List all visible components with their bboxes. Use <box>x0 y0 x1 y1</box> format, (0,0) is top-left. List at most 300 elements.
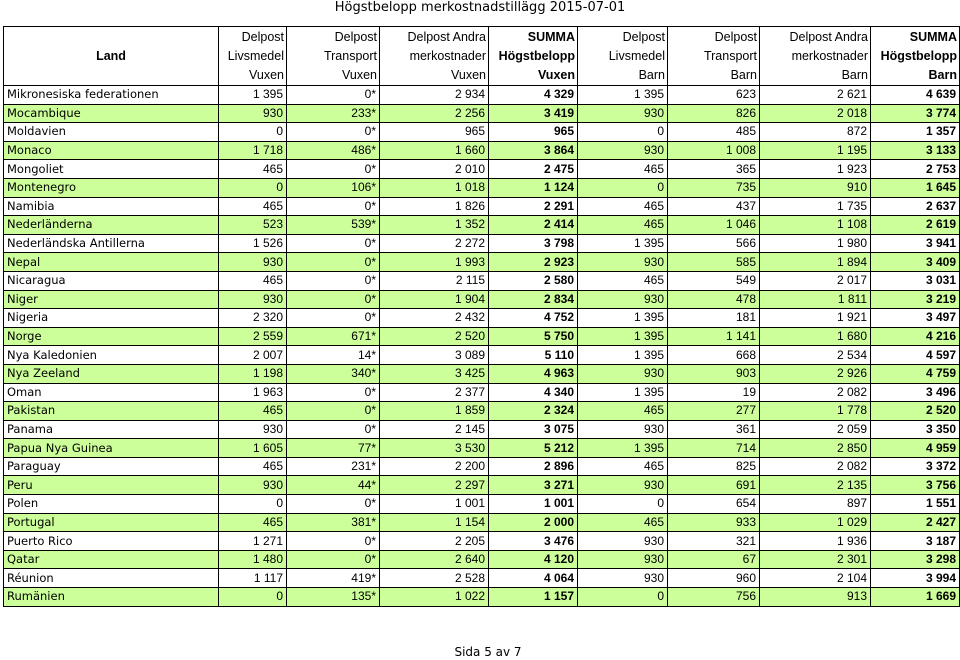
value-cell: 1 395 <box>578 327 668 346</box>
column-header <box>871 27 960 86</box>
sum-cell: 3 756 <box>871 476 960 495</box>
table-row <box>4 104 960 123</box>
value-cell: 465 <box>578 402 668 421</box>
value-cell: 668 <box>668 346 760 365</box>
value-cell: 340* <box>287 364 380 383</box>
value-cell: 930 <box>578 290 668 309</box>
value-cell: 465 <box>219 197 287 216</box>
sum-cell: 1 001 <box>489 495 578 514</box>
value-cell: 2 621 <box>760 86 871 105</box>
header-line: Vuxen <box>249 67 284 82</box>
value-cell: 465 <box>578 160 668 179</box>
value-cell: 903 <box>668 364 760 383</box>
value-cell: 2 104 <box>760 569 871 588</box>
value-cell: 1 141 <box>668 327 760 346</box>
value-cell: 1 001 <box>380 495 489 514</box>
table-body <box>4 86 960 607</box>
header-line: Vuxen <box>451 67 486 82</box>
table-row <box>4 457 960 476</box>
value-cell: 1 395 <box>578 309 668 328</box>
sum-cell: 3 994 <box>871 569 960 588</box>
value-cell: 0 <box>578 123 668 142</box>
value-cell: 0* <box>287 123 380 142</box>
country-cell: Niger <box>4 290 219 309</box>
table-row <box>4 253 960 272</box>
value-cell: 361 <box>668 420 760 439</box>
header-line: Barn <box>841 67 868 82</box>
value-cell: 1 660 <box>380 141 489 160</box>
sum-cell: 3 350 <box>871 420 960 439</box>
value-cell: 2 082 <box>760 383 871 402</box>
value-cell: 2 850 <box>760 439 871 458</box>
value-cell: 965 <box>380 123 489 142</box>
sum-cell: 2 896 <box>489 457 578 476</box>
value-cell: 0* <box>287 532 380 551</box>
sum-cell: 3 031 <box>871 271 960 290</box>
sum-cell: 4 216 <box>871 327 960 346</box>
sum-cell: 4 959 <box>871 439 960 458</box>
sum-cell: 3 271 <box>489 476 578 495</box>
value-cell: 930 <box>578 550 668 569</box>
value-cell: 1 526 <box>219 234 287 253</box>
sum-cell: 3 774 <box>871 104 960 123</box>
header-line: Livsmedel <box>227 48 284 63</box>
table-row <box>4 550 960 569</box>
value-cell: 77* <box>287 439 380 458</box>
value-cell: 465 <box>578 513 668 532</box>
value-cell: 2 205 <box>380 532 489 551</box>
country-cell: Peru <box>4 476 219 495</box>
country-cell: Mongoliet <box>4 160 219 179</box>
value-cell: 419* <box>287 569 380 588</box>
header-line: Land <box>96 48 126 63</box>
header-line: Transport <box>703 48 757 63</box>
sum-cell: 1 645 <box>871 178 960 197</box>
country-cell: Polen <box>4 495 219 514</box>
value-cell: 1 778 <box>760 402 871 421</box>
value-cell: 0 <box>219 495 287 514</box>
value-cell: 930 <box>578 569 668 588</box>
country-cell: Puerto Rico <box>4 532 219 551</box>
value-cell: 2 010 <box>380 160 489 179</box>
value-cell: 930 <box>219 476 287 495</box>
value-cell: 654 <box>668 495 760 514</box>
value-cell: 1 859 <box>380 402 489 421</box>
country-cell: Panama <box>4 420 219 439</box>
value-cell: 0 <box>219 588 287 607</box>
country-cell: Nicaragua <box>4 271 219 290</box>
sum-cell: 5 110 <box>489 346 578 365</box>
value-cell: 478 <box>668 290 760 309</box>
sum-cell: 3 133 <box>871 141 960 160</box>
sum-cell: 3 219 <box>871 290 960 309</box>
country-cell: Mikronesiska federationen <box>4 86 219 105</box>
sum-cell: 2 923 <box>489 253 578 272</box>
value-cell: 2 301 <box>760 550 871 569</box>
sum-cell: 2 580 <box>489 271 578 290</box>
value-cell: 2 320 <box>219 309 287 328</box>
value-cell: 2 520 <box>380 327 489 346</box>
value-cell: 2 272 <box>380 234 489 253</box>
value-cell: 523 <box>219 216 287 235</box>
value-cell: 2 017 <box>760 271 871 290</box>
value-cell: 0* <box>287 290 380 309</box>
header-line: Delpost <box>241 29 284 44</box>
country-cell: Papua Nya Guinea <box>4 439 219 458</box>
header-line: Livsmedel <box>608 48 665 63</box>
value-cell: 1 198 <box>219 364 287 383</box>
country-cell: Moldavien <box>4 123 219 142</box>
table-row <box>4 495 960 514</box>
value-cell: 1 154 <box>380 513 489 532</box>
value-cell: 930 <box>219 253 287 272</box>
value-cell: 0* <box>287 160 380 179</box>
value-cell: 2 297 <box>380 476 489 495</box>
value-cell: 465 <box>578 197 668 216</box>
table-row <box>4 141 960 160</box>
value-cell: 2 145 <box>380 420 489 439</box>
value-cell: 0* <box>287 234 380 253</box>
value-cell: 437 <box>668 197 760 216</box>
table-row <box>4 439 960 458</box>
value-cell: 1 195 <box>760 141 871 160</box>
value-cell: 825 <box>668 457 760 476</box>
sum-cell: 3 798 <box>489 234 578 253</box>
value-cell: 1 029 <box>760 513 871 532</box>
sum-cell: 4 759 <box>871 364 960 383</box>
table-row <box>4 234 960 253</box>
country-cell: Monaco <box>4 141 219 160</box>
value-cell: 465 <box>219 457 287 476</box>
value-cell: 1 921 <box>760 309 871 328</box>
country-cell: Portugal <box>4 513 219 532</box>
sum-cell: 1 124 <box>489 178 578 197</box>
header-line: Delpost <box>622 29 665 44</box>
page-number: Sida 5 av 7 <box>454 645 522 659</box>
sum-cell: 3 496 <box>871 383 960 402</box>
sum-cell: 3 372 <box>871 457 960 476</box>
country-cell: Norge <box>4 327 219 346</box>
value-cell: 277 <box>668 402 760 421</box>
header-line: Transport <box>323 48 377 63</box>
sum-cell: 1 551 <box>871 495 960 514</box>
value-cell: 1 894 <box>760 253 871 272</box>
header-line: Barn <box>928 67 957 82</box>
sum-cell: 3 476 <box>489 532 578 551</box>
value-cell: 465 <box>219 513 287 532</box>
sum-cell: 4 752 <box>489 309 578 328</box>
value-cell: 1 718 <box>219 141 287 160</box>
column-header <box>219 27 287 86</box>
sum-cell: 4 120 <box>489 550 578 569</box>
value-cell: 1 395 <box>578 86 668 105</box>
header-line: merkostnader <box>409 48 486 63</box>
table-row <box>4 271 960 290</box>
value-cell: 1 395 <box>219 86 287 105</box>
sum-cell: 4 329 <box>489 86 578 105</box>
value-cell: 691 <box>668 476 760 495</box>
table-row <box>4 364 960 383</box>
value-cell: 381* <box>287 513 380 532</box>
header-line: Barn <box>730 67 757 82</box>
table-row <box>4 309 960 328</box>
table-row <box>4 160 960 179</box>
header-row <box>4 27 960 86</box>
country-cell: Nederländska Antillerna <box>4 234 219 253</box>
table-row <box>4 123 960 142</box>
value-cell: 1 993 <box>380 253 489 272</box>
country-cell: Nepal <box>4 253 219 272</box>
value-cell: 1 046 <box>668 216 760 235</box>
value-cell: 1 022 <box>380 588 489 607</box>
table-row <box>4 402 960 421</box>
header-line: SUMMA <box>909 29 957 44</box>
allowance-table <box>3 26 960 607</box>
sum-cell: 965 <box>489 123 578 142</box>
sum-cell: 3 941 <box>871 234 960 253</box>
country-cell: Namibia <box>4 197 219 216</box>
sum-cell: 1 669 <box>871 588 960 607</box>
column-header <box>578 27 668 86</box>
value-cell: 872 <box>760 123 871 142</box>
sum-cell: 2 619 <box>871 216 960 235</box>
sum-cell: 2 753 <box>871 160 960 179</box>
value-cell: 14* <box>287 346 380 365</box>
sum-cell: 3 298 <box>871 550 960 569</box>
country-cell: Mocambique <box>4 104 219 123</box>
table-row <box>4 588 960 607</box>
value-cell: 930 <box>578 253 668 272</box>
table-row <box>4 532 960 551</box>
value-cell: 1 963 <box>219 383 287 402</box>
value-cell: 0* <box>287 383 380 402</box>
value-cell: 1 117 <box>219 569 287 588</box>
value-cell: 1 352 <box>380 216 489 235</box>
value-cell: 930 <box>578 141 668 160</box>
value-cell: 930 <box>219 420 287 439</box>
table-row <box>4 86 960 105</box>
table-row <box>4 197 960 216</box>
header-line: Delpost <box>714 29 757 44</box>
value-cell: 623 <box>668 86 760 105</box>
value-cell: 465 <box>219 271 287 290</box>
value-cell: 539* <box>287 216 380 235</box>
value-cell: 930 <box>219 290 287 309</box>
value-cell: 1 395 <box>578 383 668 402</box>
value-cell: 2 059 <box>760 420 871 439</box>
value-cell: 321 <box>668 532 760 551</box>
sum-cell: 3 075 <box>489 420 578 439</box>
value-cell: 465 <box>578 271 668 290</box>
column-header-land <box>4 27 219 86</box>
value-cell: 486* <box>287 141 380 160</box>
value-cell: 0* <box>287 550 380 569</box>
value-cell: 2 559 <box>219 327 287 346</box>
table-row <box>4 569 960 588</box>
value-cell: 1 480 <box>219 550 287 569</box>
value-cell: 0* <box>287 402 380 421</box>
sum-cell: 3 409 <box>871 253 960 272</box>
value-cell: 2 115 <box>380 271 489 290</box>
header-line: Delpost Andra <box>407 29 486 44</box>
country-cell: Nigeria <box>4 309 219 328</box>
header-line: Delpost Andra <box>789 29 868 44</box>
value-cell: 2 018 <box>760 104 871 123</box>
value-cell: 135* <box>287 588 380 607</box>
value-cell: 930 <box>578 532 668 551</box>
value-cell: 3 089 <box>380 346 489 365</box>
value-cell: 2 200 <box>380 457 489 476</box>
value-cell: 106* <box>287 178 380 197</box>
value-cell: 2 135 <box>760 476 871 495</box>
value-cell: 233* <box>287 104 380 123</box>
sum-cell: 3 419 <box>489 104 578 123</box>
value-cell: 735 <box>668 178 760 197</box>
column-header <box>287 27 380 86</box>
sum-cell: 3 187 <box>871 532 960 551</box>
header-line: merkostnader <box>791 48 868 63</box>
value-cell: 0* <box>287 197 380 216</box>
value-cell: 1 018 <box>380 178 489 197</box>
country-cell: Rumänien <box>4 588 219 607</box>
sum-cell: 3 497 <box>871 309 960 328</box>
header-line: Högstbelopp <box>498 48 575 63</box>
value-cell: 2 432 <box>380 309 489 328</box>
table-row <box>4 420 960 439</box>
value-cell: 930 <box>219 104 287 123</box>
value-cell: 897 <box>760 495 871 514</box>
sum-cell: 2 000 <box>489 513 578 532</box>
value-cell: 930 <box>578 364 668 383</box>
table-row <box>4 178 960 197</box>
value-cell: 1 680 <box>760 327 871 346</box>
value-cell: 913 <box>760 588 871 607</box>
table-row <box>4 383 960 402</box>
value-cell: 365 <box>668 160 760 179</box>
value-cell: 1 395 <box>578 234 668 253</box>
value-cell: 756 <box>668 588 760 607</box>
value-cell: 0* <box>287 86 380 105</box>
sum-cell: 5 750 <box>489 327 578 346</box>
country-cell: Réunion <box>4 569 219 588</box>
value-cell: 1 936 <box>760 532 871 551</box>
column-header <box>489 27 578 86</box>
value-cell: 0* <box>287 495 380 514</box>
value-cell: 1 826 <box>380 197 489 216</box>
value-cell: 485 <box>668 123 760 142</box>
document-title: Högstbelopp merkostnadstillägg 2015-07-01 <box>334 0 626 15</box>
value-cell: 2 926 <box>760 364 871 383</box>
value-cell: 1 811 <box>760 290 871 309</box>
value-cell: 826 <box>668 104 760 123</box>
header-line: Delpost <box>334 29 377 44</box>
value-cell: 930 <box>578 420 668 439</box>
value-cell: 465 <box>578 216 668 235</box>
column-header <box>760 27 871 86</box>
sum-cell: 4 963 <box>489 364 578 383</box>
value-cell: 1 923 <box>760 160 871 179</box>
value-cell: 67 <box>668 550 760 569</box>
country-cell: Qatar <box>4 550 219 569</box>
country-cell: Oman <box>4 383 219 402</box>
header-line: Högstbelopp <box>880 48 957 63</box>
header-line: Barn <box>638 67 665 82</box>
header-line: SUMMA <box>527 29 575 44</box>
value-cell: 465 <box>578 457 668 476</box>
sum-cell: 2 427 <box>871 513 960 532</box>
country-cell: Nya Kaledonien <box>4 346 219 365</box>
table-row <box>4 476 960 495</box>
value-cell: 2 934 <box>380 86 489 105</box>
value-cell: 1 271 <box>219 532 287 551</box>
sum-cell: 2 834 <box>489 290 578 309</box>
value-cell: 0 <box>219 123 287 142</box>
value-cell: 2 007 <box>219 346 287 365</box>
value-cell: 1 008 <box>668 141 760 160</box>
value-cell: 714 <box>668 439 760 458</box>
sum-cell: 4 340 <box>489 383 578 402</box>
value-cell: 231* <box>287 457 380 476</box>
value-cell: 1 395 <box>578 439 668 458</box>
value-cell: 0 <box>578 178 668 197</box>
value-cell: 0 <box>578 588 668 607</box>
country-cell: Nya Zeeland <box>4 364 219 383</box>
value-cell: 1 605 <box>219 439 287 458</box>
value-cell: 2 528 <box>380 569 489 588</box>
value-cell: 2 534 <box>760 346 871 365</box>
country-cell: Montenegro <box>4 178 219 197</box>
value-cell: 0* <box>287 309 380 328</box>
value-cell: 1 904 <box>380 290 489 309</box>
table-row <box>4 346 960 365</box>
value-cell: 671* <box>287 327 380 346</box>
sum-cell: 1 357 <box>871 123 960 142</box>
value-cell: 910 <box>760 178 871 197</box>
value-cell: 3 425 <box>380 364 489 383</box>
value-cell: 930 <box>578 476 668 495</box>
table-row <box>4 216 960 235</box>
value-cell: 465 <box>219 402 287 421</box>
value-cell: 1 735 <box>760 197 871 216</box>
value-cell: 0 <box>578 495 668 514</box>
value-cell: 44* <box>287 476 380 495</box>
sum-cell: 2 637 <box>871 197 960 216</box>
column-header <box>668 27 760 86</box>
column-header <box>380 27 489 86</box>
sum-cell: 4 597 <box>871 346 960 365</box>
value-cell: 1 980 <box>760 234 871 253</box>
sum-cell: 2 475 <box>489 160 578 179</box>
value-cell: 933 <box>668 513 760 532</box>
sum-cell: 2 414 <box>489 216 578 235</box>
country-cell: Paraguay <box>4 457 219 476</box>
table-row <box>4 327 960 346</box>
country-cell: Pakistan <box>4 402 219 421</box>
value-cell: 566 <box>668 234 760 253</box>
value-cell: 2 640 <box>380 550 489 569</box>
value-cell: 930 <box>578 104 668 123</box>
sum-cell: 2 520 <box>871 402 960 421</box>
country-cell: Nederländerna <box>4 216 219 235</box>
value-cell: 181 <box>668 309 760 328</box>
sum-cell: 3 864 <box>489 141 578 160</box>
value-cell: 0 <box>219 178 287 197</box>
sum-cell: 5 212 <box>489 439 578 458</box>
value-cell: 2 082 <box>760 457 871 476</box>
sum-cell: 4 064 <box>489 569 578 588</box>
value-cell: 585 <box>668 253 760 272</box>
value-cell: 960 <box>668 569 760 588</box>
